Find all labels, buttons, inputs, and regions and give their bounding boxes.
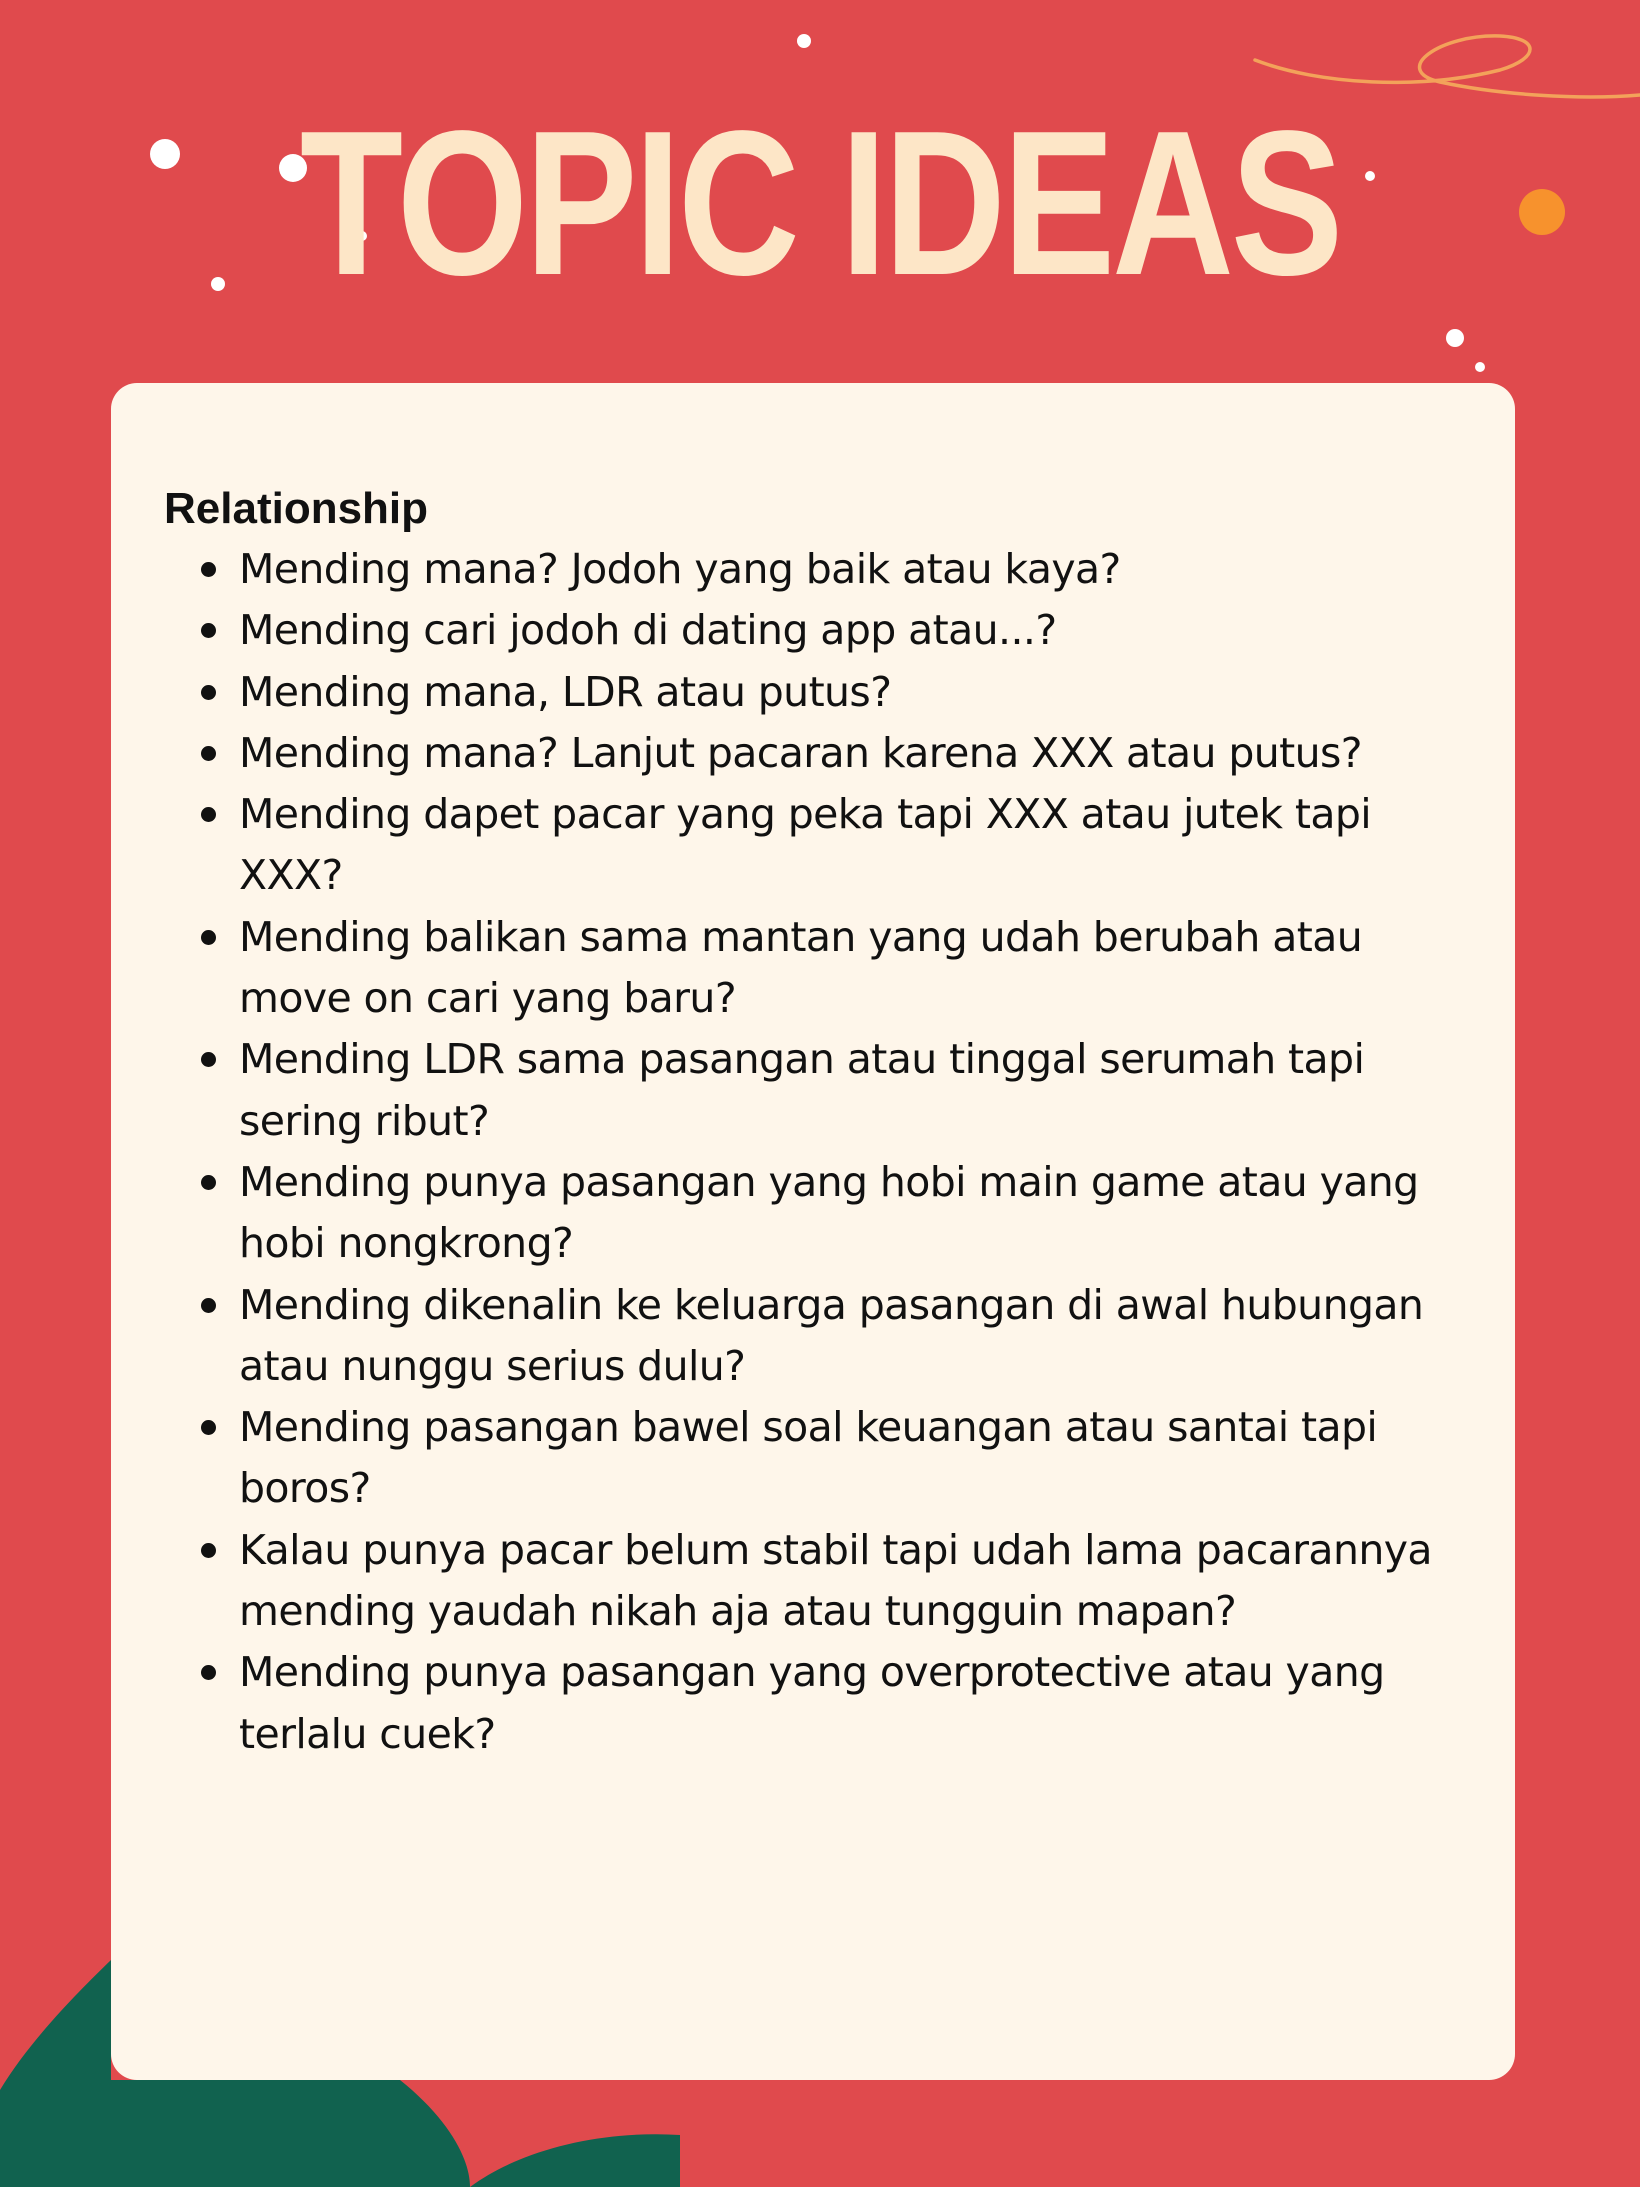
bullet-icon — [201, 623, 216, 638]
bullet-icon — [201, 807, 216, 822]
bullet-icon — [201, 1420, 216, 1435]
list-item-text: Mending dapet pacar yang peka tapi XXX atau jutek tapi XXX? — [239, 790, 1372, 900]
bullet-icon — [201, 746, 216, 761]
page-title: TOPIC IDEAS — [299, 88, 1341, 318]
list-item — [239, 662, 1479, 723]
list-item-text: Mending punya pasangan yang overprotective atau yang terlalu cuek? — [239, 1648, 1385, 1758]
bullet-icon — [201, 685, 216, 700]
list-item — [239, 1520, 1479, 1643]
list-item-text: Mending dikenalin ke keluarga pasangan di awal hubungan atau nunggu serius dulu? — [239, 1280, 1424, 1390]
list-item-text: Mending pasangan bawel soal keuangan atau santai tapi boros? — [239, 1403, 1378, 1513]
topic-list — [239, 539, 1479, 1765]
list-item — [239, 1275, 1479, 1398]
bullet-icon — [201, 1665, 216, 1680]
list-item — [239, 723, 1479, 784]
list-item-text: Mending balikan sama mantan yang udah berubah atau move on cari yang baru? — [239, 912, 1363, 1023]
bullet-icon — [201, 1298, 216, 1313]
list-item-text: Mending mana, LDR atau putus? — [239, 667, 892, 716]
content-card — [111, 383, 1515, 2080]
white-dot — [1475, 362, 1485, 372]
list-item — [239, 1029, 1479, 1152]
white-dot — [797, 34, 811, 48]
green-leaf-bottom-shape — [470, 2134, 680, 2187]
bullet-icon — [201, 1175, 216, 1190]
section-heading: Relationship — [164, 484, 429, 533]
white-dot — [1446, 329, 1464, 347]
list-item — [239, 784, 1479, 907]
list-item-text: Mending cari jodoh di dating app atau...? — [239, 606, 1057, 655]
list-item-text: Mending punya pasangan yang hobi main game atau yang hobi nongkrong? — [239, 1157, 1419, 1268]
bullet-icon — [201, 1052, 216, 1067]
bullet-icon — [201, 1543, 216, 1558]
bullet-icon — [201, 562, 216, 577]
list-item — [239, 907, 1479, 1030]
list-item-text: Mending mana? Jodoh yang baik atau kaya? — [239, 545, 1121, 593]
list-item — [239, 539, 1479, 600]
list-item — [239, 1152, 1479, 1275]
bullet-icon — [201, 930, 216, 945]
list-item — [239, 1397, 1479, 1520]
list-item — [239, 600, 1479, 661]
orange-dot — [1519, 189, 1565, 235]
list-item-text: Mending LDR sama pasangan atau tinggal serumah tapi sering ribut? — [239, 1035, 1365, 1145]
list-item-text: Kalau punya pacar belum stabil tapi udah lama pacarannya mending yaudah nikah aja atau tungguin mapan? — [239, 1525, 1432, 1636]
list-item-text: Mending mana? Lanjut pacaran karena XXX atau putus? — [239, 728, 1362, 777]
list-item — [239, 1642, 1479, 1765]
